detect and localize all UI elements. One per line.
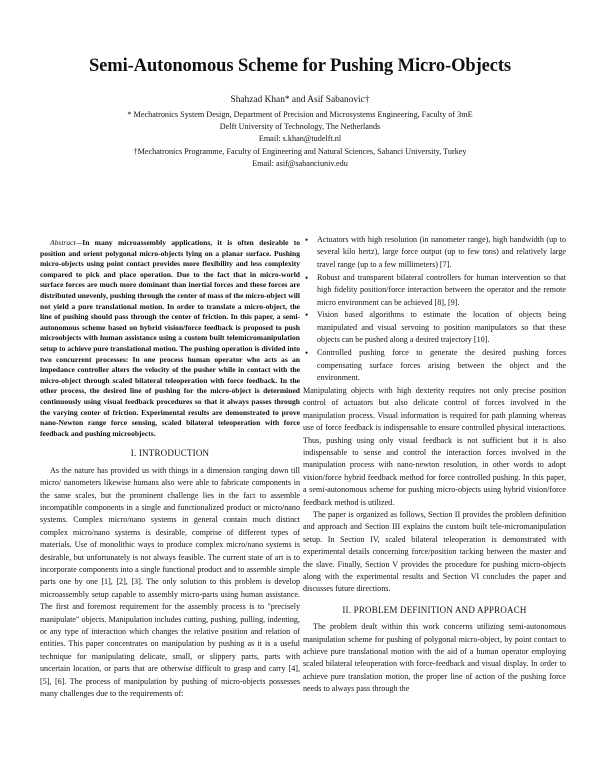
list-item: • Actuators with high resolution (in nanometer range), high bandwidth (up to several kilo hertz), large force output (up to few tons) and relatively large travel range (up to a few millimeters) [7].	[303, 234, 566, 271]
paper-title: Semi-Autonomous Scheme for Pushing Micro-Objects	[88, 56, 512, 76]
abstract	[40, 238, 300, 439]
section-heading-introduction: I. INTRODUCTION	[130, 448, 210, 459]
problem-paragraph: The problem dealt within this work concerns utilizing semi-autonomous manipulation scheme for pushing of polygonal micro-object, by point contact to achieve pure translational motion with the aid of a human operator employing scaled bilateral teleoperation with force-feedback and visual display. In order to achieve pure translation motion, the proper line of action of the pushing force needs to always pass through the	[303, 622, 566, 694]
affiliation-1-city: Delft University of Technology, The Netherlands	[219, 122, 381, 131]
list-item: • Vision based algorithms to estimate the location of objects being manipulated and visual servoing to position manipulators so that these objects can be pushed along a desired trajectory [10].	[303, 309, 566, 346]
author-line: Shahzad Khan* and Asif Sabanovic†	[230, 95, 370, 105]
affiliation-1: * Mechatronics System Design, Department of Precision and Microsystems Engineering, Faculty of 3mE	[127, 110, 473, 119]
list-item: • Controlled pushing force to generate the desired pushing forces compensating surface forces arising between the object and the environment.	[303, 347, 566, 384]
affiliation-2: †Mechatronics Programme, Faculty of Engineering and Natural Sciences, Sabanci University, Turkey	[133, 147, 467, 156]
organization-paragraph: The paper is organized as follows, Section II provides the problem definition and approach and Section III explains the custom built tele-micromanipulation setup. In Section IV, scaled bilateral teleoperation is demonstrated with experimental details concerning force/position tacking between the master and the slave. Finally, Section V provides the procedure for pushing micro-objects along with the experimental results and Section VI concludes the paper and discusses future directions.	[303, 509, 566, 594]
abstract-text: In many microassembly applications, it is often desirable to position and orient polygonal micro-objects lying on a planar surface. Pushing micro-objects using point contact provides more flexibility and less complexity compared to pick and place operation. Due to the fact that in micro-world surface forces are much more dominant than inertial forces and these forces are distributed unevenly, pushing through the center of mass of the micro-object will not yield a pure translational motion. In order to translate a micro-object, the line of pushing should pass through the center of friction. In this paper, a semi-autonomous scheme based on hybrid vision/force feedback is proposed to push microobjects with human assistance using a custom built telemicromanipulation setup to achieve pure translational motion. The pushing operation is divided into two concurrent processes: In one process human operator who acts as an impedance controller alters the velocity of the pusher while in contact with the micro-object through scaled bilateral teleoperation with force feedback. In the other process, the desired line of pushing for the micro-object is determined continuously using visual feedback procedures so that it always passes through the varying center of friction. Experimental results are demonstrated to prove nano-Newton range force sensing, scaled bilateral teleoperation with force feedback and pushing microobjects.	[40, 238, 300, 438]
requirements-list	[303, 234, 566, 384]
manipulation-paragraph: Manipulating objects with high dexterity requires not only precise position control of actuators but also delicate control of forces involved in the manipulation process. Visual information is required for path planning whereas use of force feedback is indispensable to ensure controlled physical interactions. Thus, pushing using only visual feedback is not sufficient but it is also indispensable to sense and control the interaction forces involved in the manipulation process with nano-newton resolution, in other words to adopt vision/force hybrid feedback method for force controlled pushing. In this paper, a semi-autonomous scheme for pushing micro-objects using hybrid vision/force feedback method is utilized.	[303, 385, 566, 507]
affiliation-2-email: Email: asif@sabanciuniv.edu	[252, 159, 348, 168]
intro-paragraph: As the nature has provided us with things in a dimension ranging down till micro/ nanometers likewise humans also were able to fabricate components in the same scales, but the prominent challenge lies in the fact to assemble incompatible components in a single and functionalized product or micro/nano systems. Complex micro/nano systems in general contain much distinct complex micro/nano systems is desirable, comprise of different types of materials. Use of monolithic ways to produce complex micro/nano systems is desirable, but unfortunately is not always feasible. The current state of art is to incorporate components into a single functional product and to assemble simple parts one by one [1], [2], [3]. The only solution to this problem is develop microassembly setup capable to assembly micro-parts using human assistance. The first and foremost requirement for the assembly process is to "precisely manipulate" objects. Manipulation includes cutting, pushing, pulling, indenting, or any type of interaction which changes the relative position and relation of entities. This paper concentrates on manipulation by pushing as it is a useful technique for manipulating delicate, small, or slippery parts, parts with uncertain location, or parts that are otherwise difficult to grasp and carry [4], [5], [6]. The process of manipulation by pushing of micro-objects possesses many challenges due to the requirements of:	[40, 465, 300, 698]
right-column	[303, 234, 566, 696]
list-item: • Robust and transparent bilateral controllers for human intervention so that high fidelity position/force interaction between the operator and the remote micro environment can be achieved [8], [9].	[303, 272, 566, 309]
left-column	[40, 238, 300, 700]
abstract-lead: Abstract—	[50, 238, 83, 247]
affiliation-1-email: Email: s.khan@tudelft.nl	[258, 134, 342, 143]
section-heading-problem-definition: II. PROBLEM DEFINITION AND APPROACH	[342, 604, 527, 615]
